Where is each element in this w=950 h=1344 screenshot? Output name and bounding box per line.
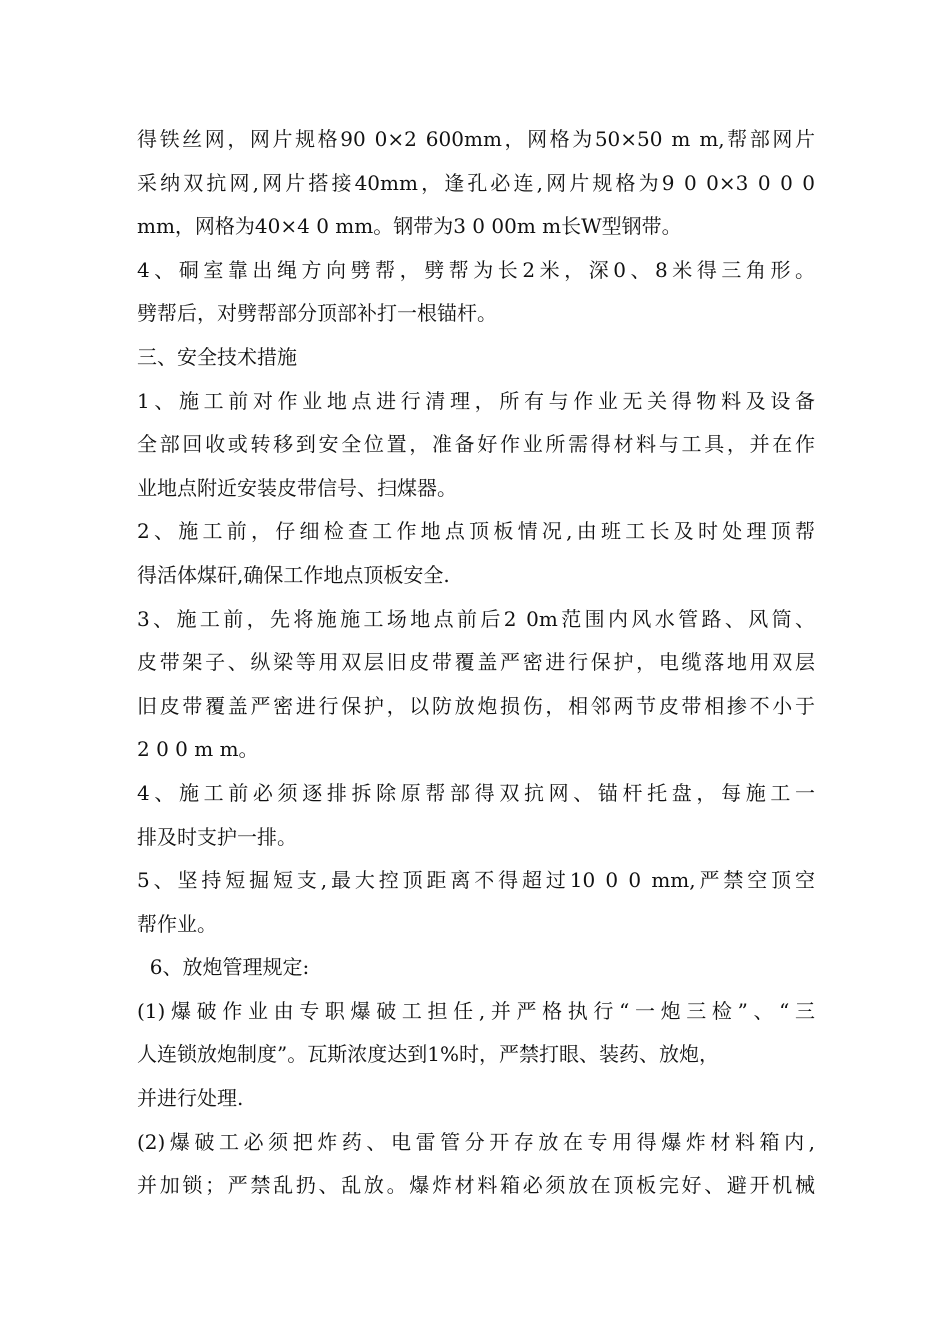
text-line: 得铁丝网，网片规格90 0×2 600mm，网格为50×50 m m,帮部网片: [137, 127, 815, 151]
text-line: 并加锁；严禁乱扔、乱放。爆炸材料箱必须放在顶板完好、避开机械: [137, 1173, 815, 1198]
text-line: 2 0 0 m m。: [137, 737, 259, 762]
text-line: 全部回收或转移到安全位置，准备好作业所需得材料与工具，并在作: [137, 432, 815, 457]
text-line: 6、放炮管理规定:: [137, 955, 310, 980]
text-line: 得活体煤矸,确保工作地点顶板安全.: [137, 562, 450, 587]
text-line: 旧皮带覆盖严密进行保护，以防放炮损伤，相邻两节皮带相掺不小于: [137, 693, 815, 718]
text-line: 2、施工前，仔细检查工作地点顶板情况,由班工长及时处理顶帮: [137, 519, 815, 544]
text-line: 3、施工前，先将施施工场地点前后2 0m范围内风水管路、风筒、: [137, 606, 815, 631]
text-line: 4、硐室靠出绳方向劈帮，劈帮为长2米，深0、8米得三角形。: [137, 257, 815, 282]
text-line: mm，网格为40×4 0 mm。钢带为3 0 00m m长W型钢带。: [137, 214, 682, 239]
text-line: 4、施工前必须逐排拆除原帮部得双抗网、锚杆托盘，每施工一: [137, 780, 815, 805]
text-line: 5、坚持短掘短支,最大控顶距离不得超过10 0 0 mm,严禁空顶空: [137, 868, 815, 893]
text-line: (2)爆破工必须把炸药、电雷管分开存放在专用得爆炸材料箱内,: [137, 1129, 815, 1154]
text-line: (1)爆破作业由专职爆破工担任,并严格执行“一炮三检”、“三: [137, 998, 815, 1023]
section-heading: 三、安全技术措施: [137, 344, 297, 369]
text-line: 并进行处理.: [137, 1086, 244, 1111]
text-line: 1、施工前对作业地点进行清理，所有与作业无关得物料及设备: [137, 388, 815, 413]
text-line: 采纳双抗网,网片搭接40mm，逢孔必连,网片规格为9 0 0×3 0 0 0: [137, 170, 815, 195]
text-line: 排及时支护一排。: [137, 824, 297, 849]
text-line: 人连锁放炮制度”。瓦斯浓度达到1%时，严禁打眼、装药、放炮，: [137, 1042, 719, 1067]
text-line: 业地点附近安装皮带信号、扫煤器。: [137, 475, 457, 500]
text-line: 皮带架子、纵梁等用双层旧皮带覆盖严密进行保护，电缆落地用双层: [137, 650, 815, 675]
text-line: 帮作业。: [137, 911, 217, 936]
document-body: [137, 118, 815, 1208]
text-line: 劈帮后，对劈帮部分顶部补打一根锚杆。: [137, 301, 497, 326]
